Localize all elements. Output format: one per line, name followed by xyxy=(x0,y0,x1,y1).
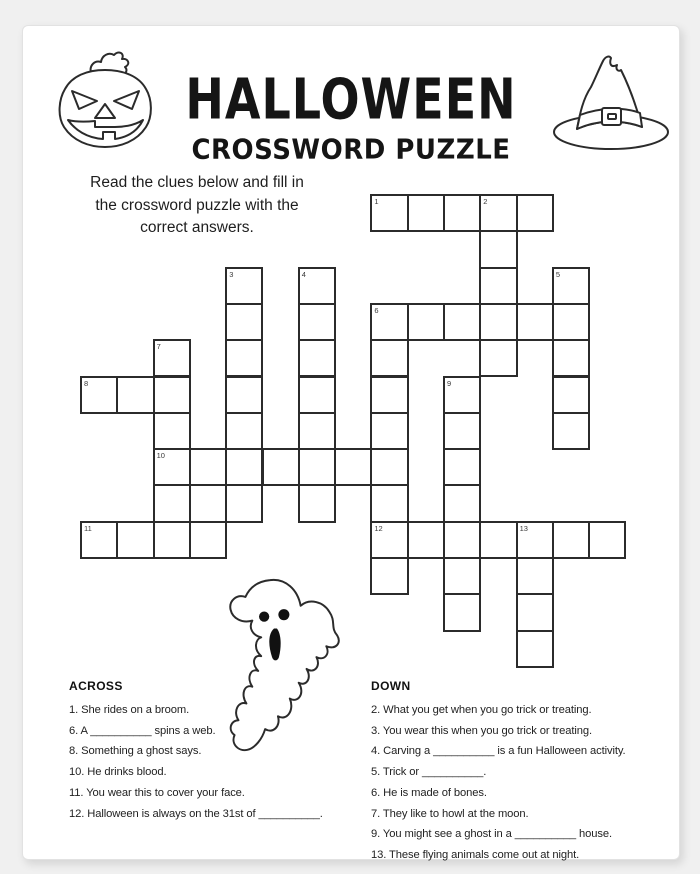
grid-cell[interactable] xyxy=(479,230,517,268)
cell-number: 11 xyxy=(84,523,92,533)
clue-item: 12. Halloween is always on the 31st of __________. xyxy=(69,807,323,820)
instructions-text xyxy=(47,172,347,240)
across-clue-list xyxy=(69,700,369,824)
grid-cell[interactable] xyxy=(407,303,445,341)
grid-cell[interactable] xyxy=(225,303,263,341)
grid-cell[interactable] xyxy=(298,267,336,305)
grid-cell[interactable] xyxy=(516,593,554,631)
down-clue-list xyxy=(371,700,671,866)
grid-cell[interactable] xyxy=(370,412,408,450)
clue-item: 6. He is made of bones. xyxy=(371,786,487,799)
grid-cell[interactable] xyxy=(516,630,554,668)
grid-cell[interactable] xyxy=(189,448,227,486)
grid-cell[interactable] xyxy=(116,521,154,559)
grid-cell[interactable] xyxy=(370,303,408,341)
grid-cell[interactable] xyxy=(479,194,517,232)
grid-cell[interactable] xyxy=(153,484,191,522)
grid-cell[interactable] xyxy=(225,448,263,486)
grid-cell[interactable] xyxy=(225,339,263,377)
cell-number: 12 xyxy=(374,523,383,533)
grid-cell[interactable] xyxy=(116,376,154,414)
grid-cell[interactable] xyxy=(479,303,517,341)
witch-hat-icon xyxy=(549,53,674,158)
page-subtitle: CROSSWORD PUZZLE xyxy=(191,134,511,166)
cell-number: 9 xyxy=(447,378,452,388)
grid-cell[interactable] xyxy=(370,339,408,377)
grid-cell[interactable] xyxy=(552,412,590,450)
jack-o-lantern-icon xyxy=(43,51,168,156)
grid-cell[interactable] xyxy=(552,376,590,414)
grid-cell[interactable] xyxy=(407,194,445,232)
grid-cell[interactable] xyxy=(225,267,263,305)
grid-cell[interactable] xyxy=(370,521,408,559)
grid-cell[interactable] xyxy=(552,339,590,377)
cell-number: 2 xyxy=(483,197,488,206)
grid-cell[interactable] xyxy=(225,376,263,414)
grid-cell[interactable] xyxy=(552,521,590,559)
grid-cell[interactable] xyxy=(443,557,481,595)
grid-cell[interactable] xyxy=(443,484,481,522)
grid-cell[interactable] xyxy=(516,521,554,559)
across-clues-section xyxy=(69,679,369,824)
instructions-line: the crossword puzzle with the xyxy=(95,196,299,214)
grid-cell[interactable] xyxy=(370,557,408,595)
grid-cell[interactable] xyxy=(298,339,336,377)
clue-item: 9. You might see a ghost in a __________ house. xyxy=(371,828,613,841)
clue-item: 7. They like to howl at the moon. xyxy=(371,807,529,820)
grid-cell[interactable] xyxy=(479,267,517,305)
cell-number: 6 xyxy=(374,305,379,315)
grid-cell[interactable] xyxy=(479,339,517,377)
clue-item: 4. Carving a __________ is a fun Halloween activity. xyxy=(371,745,626,758)
instructions-line: Read the clues below and fill in xyxy=(90,174,304,191)
grid-cell[interactable] xyxy=(407,521,445,559)
clue-item: 13. These flying animals come out at night. xyxy=(371,848,580,861)
clue-item: 10. He drinks blood. xyxy=(69,766,167,779)
grid-cell[interactable] xyxy=(153,521,191,559)
down-clues-section xyxy=(371,679,671,866)
grid-cell[interactable] xyxy=(153,448,191,486)
grid-cell[interactable] xyxy=(298,448,336,486)
grid-cell[interactable] xyxy=(516,557,554,595)
grid-cell[interactable] xyxy=(298,376,336,414)
grid-cell[interactable] xyxy=(443,593,481,631)
clue-item: 11. You wear this to cover your face. xyxy=(69,786,245,799)
grid-cell[interactable] xyxy=(80,521,118,559)
grid-cell[interactable] xyxy=(516,303,554,341)
grid-cell[interactable] xyxy=(443,303,481,341)
grid-cell[interactable] xyxy=(370,376,408,414)
grid-cell[interactable] xyxy=(153,339,191,377)
clue-item: 5. Trick or __________. xyxy=(371,766,487,779)
worksheet-page xyxy=(22,25,680,860)
clue-item: 1. She rides on a broom. xyxy=(69,704,190,716)
cell-number: 13 xyxy=(519,523,528,533)
clue-item: 2. What you get when you go trick or treating. xyxy=(371,704,592,716)
grid-cell[interactable] xyxy=(153,412,191,450)
grid-cell[interactable] xyxy=(370,484,408,522)
down-heading: DOWN xyxy=(371,679,411,693)
clue-item: 3. You wear this when you go trick or treating. xyxy=(371,724,593,737)
grid-cell[interactable] xyxy=(298,412,336,450)
grid-cell[interactable] xyxy=(225,412,263,450)
grid-cell[interactable] xyxy=(153,376,191,414)
grid-cell[interactable] xyxy=(443,376,481,414)
cell-number: 5 xyxy=(555,269,561,279)
cell-number: 4 xyxy=(301,269,306,279)
grid-cell[interactable] xyxy=(298,484,336,522)
cell-number: 10 xyxy=(156,451,165,461)
grid-cell[interactable] xyxy=(588,521,626,559)
grid-cell[interactable] xyxy=(443,194,481,232)
grid-cell[interactable] xyxy=(552,267,590,305)
grid-cell[interactable] xyxy=(516,194,554,232)
grid-cell[interactable] xyxy=(552,303,590,341)
grid-cell[interactable] xyxy=(80,376,118,414)
grid-cell[interactable] xyxy=(370,448,408,486)
cell-number: 7 xyxy=(156,342,161,352)
grid-cell[interactable] xyxy=(443,412,481,450)
across-heading: ACROSS xyxy=(69,679,123,693)
cell-number: 1 xyxy=(374,197,379,206)
page-title: HALLOWEEN xyxy=(185,66,517,132)
cell-number: 3 xyxy=(229,269,234,279)
grid-cell[interactable] xyxy=(298,303,336,341)
header xyxy=(153,66,549,164)
grid-cell[interactable] xyxy=(443,448,481,486)
instructions-line: correct answers. xyxy=(140,219,254,236)
grid-cell[interactable] xyxy=(334,448,372,486)
cell-number: 8 xyxy=(84,378,89,388)
grid-cell[interactable] xyxy=(370,194,408,232)
grid-cell[interactable] xyxy=(479,521,517,559)
clue-item: 8. Something a ghost says. xyxy=(69,745,202,758)
grid-cell[interactable] xyxy=(189,521,227,559)
grid-cell[interactable] xyxy=(443,521,481,559)
clue-item: 6. A __________ spins a web. xyxy=(69,724,216,737)
grid-cell[interactable] xyxy=(262,448,300,486)
grid-cell[interactable] xyxy=(225,484,263,522)
